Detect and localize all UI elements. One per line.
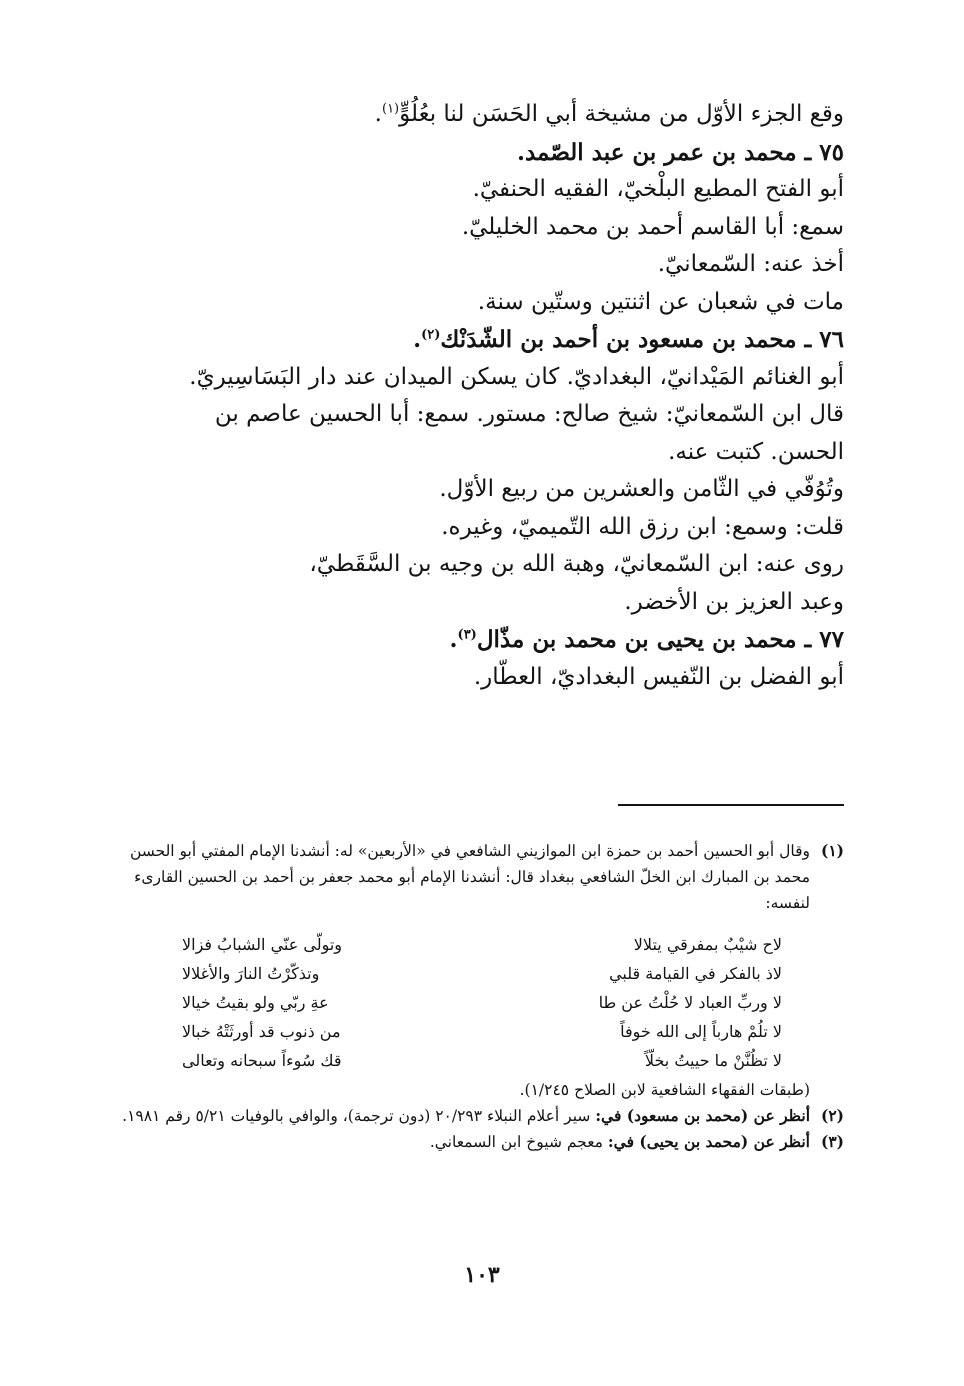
text-line — [120, 246, 844, 284]
text-line — [120, 396, 844, 434]
line-text: قال ابن السّمعانيّ: شيخ صالح: مستور. سمع: أبا الحسين عاصم بن — [214, 401, 844, 427]
line-text: أبو الفتح المطيع البلْخيّ، الفقيه الحنفيّ. — [472, 176, 844, 202]
line-text: أبو الفضل بن النّفيس البغداديّ، العطّار. — [473, 663, 844, 690]
line-text: وتُوُفّي في الثّامن والعشرين من ربيع الأوّل. — [439, 476, 844, 502]
line-tail: . — [413, 326, 422, 353]
poem-verse — [182, 988, 782, 1017]
line-text: وقع الجزء الأوّل من مشيخة أبي الحَسَن لنا بعُلُوٍّ — [399, 101, 844, 127]
main-text — [120, 96, 844, 696]
line-text: أخذ عنه: السّمعانيّ. — [657, 251, 844, 277]
entry-heading — [120, 321, 844, 359]
footnote-2 — [120, 1103, 844, 1129]
text-line — [120, 434, 844, 472]
footnote-1 — [120, 838, 844, 916]
footnote-text: سير أعلام النبلاء ٢٠/٢٩٣ (دون ترجمة)، والوافي بالوفيات ٥/٢١ رقم ١٩٨١. — [122, 1107, 591, 1125]
footnote-body — [120, 838, 810, 916]
footnotes — [120, 838, 844, 1155]
line-tail: . — [374, 101, 382, 127]
poem-verse — [182, 930, 782, 959]
footnote-ref[interactable]: (٣) — [457, 627, 477, 643]
poem-verse — [182, 1017, 782, 1046]
entry-heading — [120, 134, 844, 172]
footnote-text: معجم شيوخ ابن السمعاني. — [429, 1133, 603, 1151]
poem-source: (طبقات الفقهاء الشافعية لابن الصلاح ١/٢٤٥). — [519, 1081, 810, 1099]
line-text: ٧٧ ـ محمد بن يحيى بن محمد بن مذّال — [476, 626, 844, 653]
line-text: مات في شعبان عن اثنتين وستّين سنة. — [477, 288, 844, 315]
footnote-label: أنظر عن (محمد بن يحيى) في: — [607, 1132, 810, 1151]
verse-second-half: وتولّى عنّي الشبابُ فزالا — [182, 935, 343, 954]
text-line — [120, 359, 844, 397]
verse-first-half: لا تلُمْ هارباً إلى الله خوفاً — [620, 1022, 782, 1041]
line-text: الحسن. كتبت عنه. — [668, 438, 844, 465]
footnote-ref[interactable]: (١) — [381, 101, 400, 117]
verse-second-half: وتذكّرْتُ النارَ والأغلالا — [182, 964, 320, 983]
line-text: قلت: وسمع: ابن رزق الله التّميميّ، وغيره. — [441, 513, 844, 540]
text-line — [120, 471, 844, 509]
poem — [182, 930, 782, 1075]
verse-first-half: لاح شيْبٌ بمفرقي يتلالا — [633, 935, 782, 954]
line-tail: . — [449, 626, 458, 653]
verse-second-half: قك سُوءاً سبحانه وتعالى — [182, 1051, 342, 1070]
verse-second-half: عةِ ربّي ولو بقيتُ خيالا — [182, 993, 329, 1012]
verse-first-half: لاذ بالفكر في القيامة قلبي — [609, 964, 782, 983]
text-line — [120, 284, 844, 322]
verse-second-half: من ذنوب قد أورثَتْهُ خبالا — [182, 1022, 341, 1041]
footnote-ref[interactable]: (٢) — [421, 327, 441, 343]
text-line — [120, 171, 844, 209]
verse-first-half: لا وربِّ العباد لا حُلْتُ عن طا — [598, 993, 782, 1012]
footnote-body — [120, 1103, 810, 1129]
line-text: أبو الغنائم المَيْدانيّ، البغداديّ. كان يسكن الميدان عند دار البَسَاسِيريّ. — [189, 363, 844, 390]
footnote-number: (٢) — [820, 1106, 844, 1125]
text-line — [120, 209, 844, 247]
footnote-text: وقال أبو الحسين أحمد بن حمزة ابن الموازيني الشافعي في «الأربعين» له: أنشدنا الإمام المفتي أبو الحسن محمد بن المبارك ابن الخلّ الشافعي ببغداد قال: أنشدنا الإمام أبو محمد جعفر بن أحمد بن الحسين القارىء لنفسه: — [129, 842, 810, 912]
poem-verse — [182, 959, 782, 988]
line-text: ٧٥ ـ محمد بن عمر بن عبد الصّمد. — [516, 138, 844, 166]
text-line — [120, 659, 844, 697]
line-text: وعبد العزيز بن الأخضر. — [624, 588, 844, 615]
footnote-label: أنظر عن (محمد بن مسعود) في: — [595, 1106, 810, 1125]
footnote-number: (١) — [820, 841, 844, 860]
text-line — [120, 96, 844, 134]
line-text: سمع: أبا القاسم أحمد بن محمد الخليليّ. — [461, 213, 844, 240]
line-text: ٧٦ ـ محمد بن مسعود بن أحمد بن الشّدَنْك — [440, 326, 844, 353]
verse-first-half: لا تظُنَّنْ ما حييتُ بخلّاً — [644, 1051, 782, 1070]
text-line — [120, 584, 844, 622]
footnote-3 — [120, 1129, 844, 1155]
footnote-separator — [618, 804, 844, 806]
text-line — [120, 546, 844, 584]
text-line — [120, 509, 844, 547]
entry-heading — [120, 621, 844, 659]
line-text: روى عنه: ابن السّمعانيّ، وهبة الله بن وجيه بن السَّقَطيّ، — [309, 551, 844, 577]
footnote-body — [120, 1129, 810, 1155]
footnote-number: (٣) — [820, 1132, 844, 1151]
poem-verse — [182, 1046, 782, 1075]
page-number: ١٠٣ — [464, 1262, 500, 1288]
